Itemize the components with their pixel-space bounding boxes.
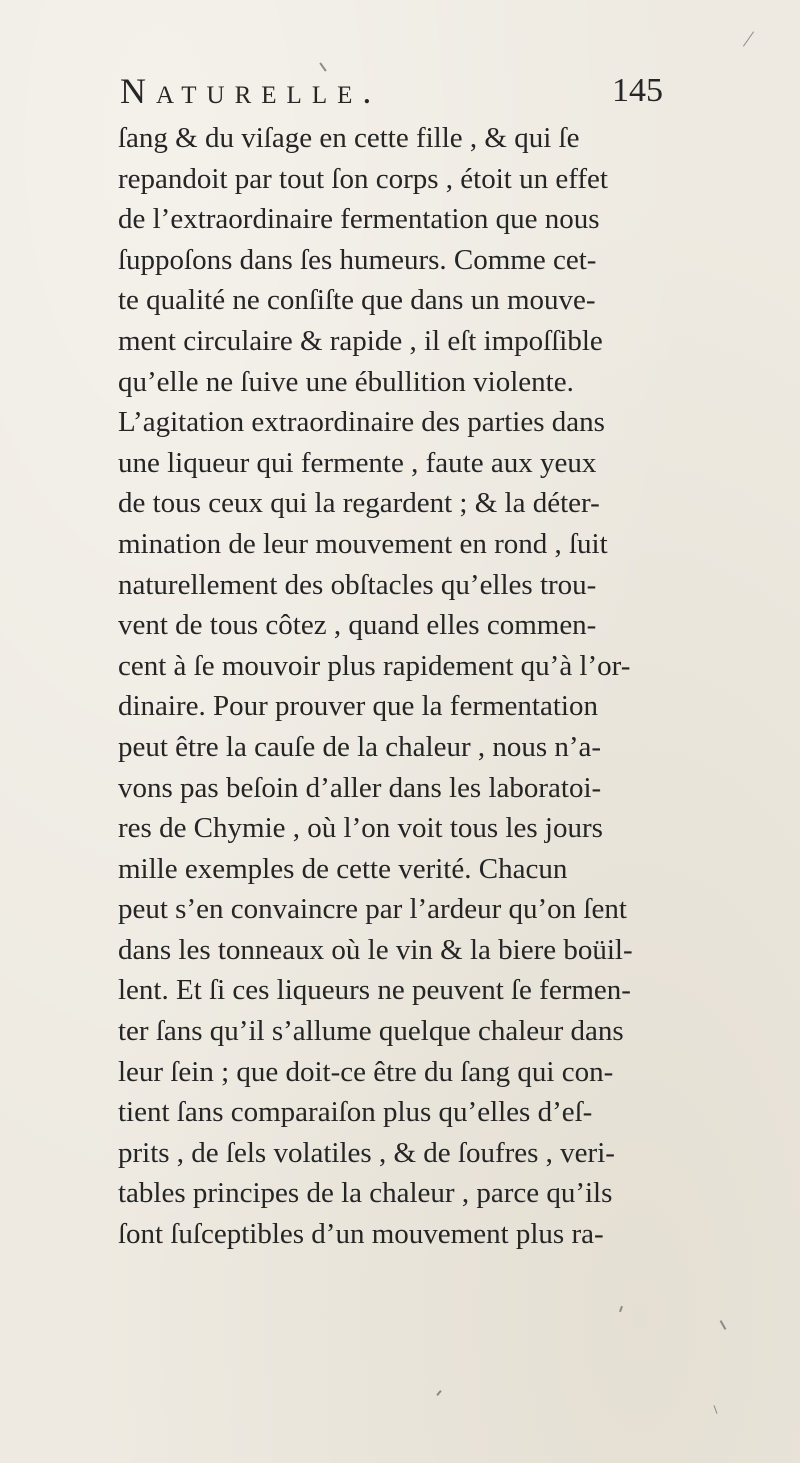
text-line: ſont ſuſceptibles d’un mouvement plus ra- — [118, 1218, 604, 1251]
text-line: L’agitation extraordinaire des parties dans — [118, 406, 605, 439]
text-line: repandoit par tout ſon corps , étoit un effet — [118, 162, 608, 195]
text-line: de tous ceux qui la regardent ; & la déter- — [118, 487, 600, 520]
text-line: naturellement des obſtacles qu’elles trou- — [118, 568, 597, 601]
text-line: peut être la cauſe de la chaleur , nous n’a- — [118, 730, 602, 763]
text-line: de l’extraordinaire fermentation que nous — [118, 203, 600, 236]
body-text — [118, 118, 708, 1255]
text-line: ſang & du viſage en cette fille , & qui ſe — [118, 122, 580, 154]
scan-speck — [720, 1320, 727, 1330]
page-header — [120, 70, 700, 120]
text-line: dinaire. Pour prouver que la fermentation — [118, 690, 598, 723]
scan-speck — [743, 31, 754, 46]
text-line: mille exemples de cette verité. Chacun — [118, 852, 568, 885]
text-line: cent à ſe mouvoir plus rapidement qu’à l’or- — [118, 649, 631, 682]
text-line: ſuppoſons dans ſes humeurs. Comme cet- — [118, 243, 597, 276]
text-line: vons pas beſoin d’aller dans les laboratoi- — [118, 771, 602, 804]
scan-speck — [713, 1405, 717, 1414]
text-line: tient ſans comparaiſon plus qu’elles d’eſ- — [118, 1096, 593, 1129]
text-line: mination de leur mouvement en rond , ſuit — [118, 527, 608, 560]
page-number: 145 — [612, 72, 663, 109]
text-line: lent. Et ſi ces liqueurs ne peuvent ſe fermen- — [118, 974, 631, 1007]
scan-speck — [436, 1390, 441, 1396]
text-line: ter ſans qu’il s’allume quelque chaleur dans — [118, 1015, 624, 1048]
text-line: vent de tous côtez , quand elles commen- — [118, 609, 597, 642]
scan-speck — [619, 1306, 623, 1312]
text-line: qu’elle ne ſuive une ébullition violente. — [118, 365, 574, 398]
text-line: peut s’en convaincre par l’ardeur qu’on ſent — [118, 893, 627, 926]
text-line: ment circulaire & rapide , il eſt impoſſible — [118, 324, 603, 357]
text-line: prits , de ſels volatiles , & de ſoufres , veri- — [118, 1136, 615, 1169]
text-line: une liqueur qui fermente , faute aux yeux — [118, 446, 597, 479]
text-line: tables principes de la chaleur , parce qu’ils — [118, 1177, 613, 1210]
text-line: te qualité ne conſiſte que dans un mouve- — [118, 284, 596, 317]
text-line: res de Chymie , où l’on voit tous les jours — [118, 812, 603, 845]
text-line: leur ſein ; que doit-ce être du ſang qui con- — [118, 1055, 614, 1088]
running-head: Naturelle. — [120, 71, 382, 111]
text-line: dans les tonneaux où le vin & la biere boüil- — [118, 933, 633, 966]
